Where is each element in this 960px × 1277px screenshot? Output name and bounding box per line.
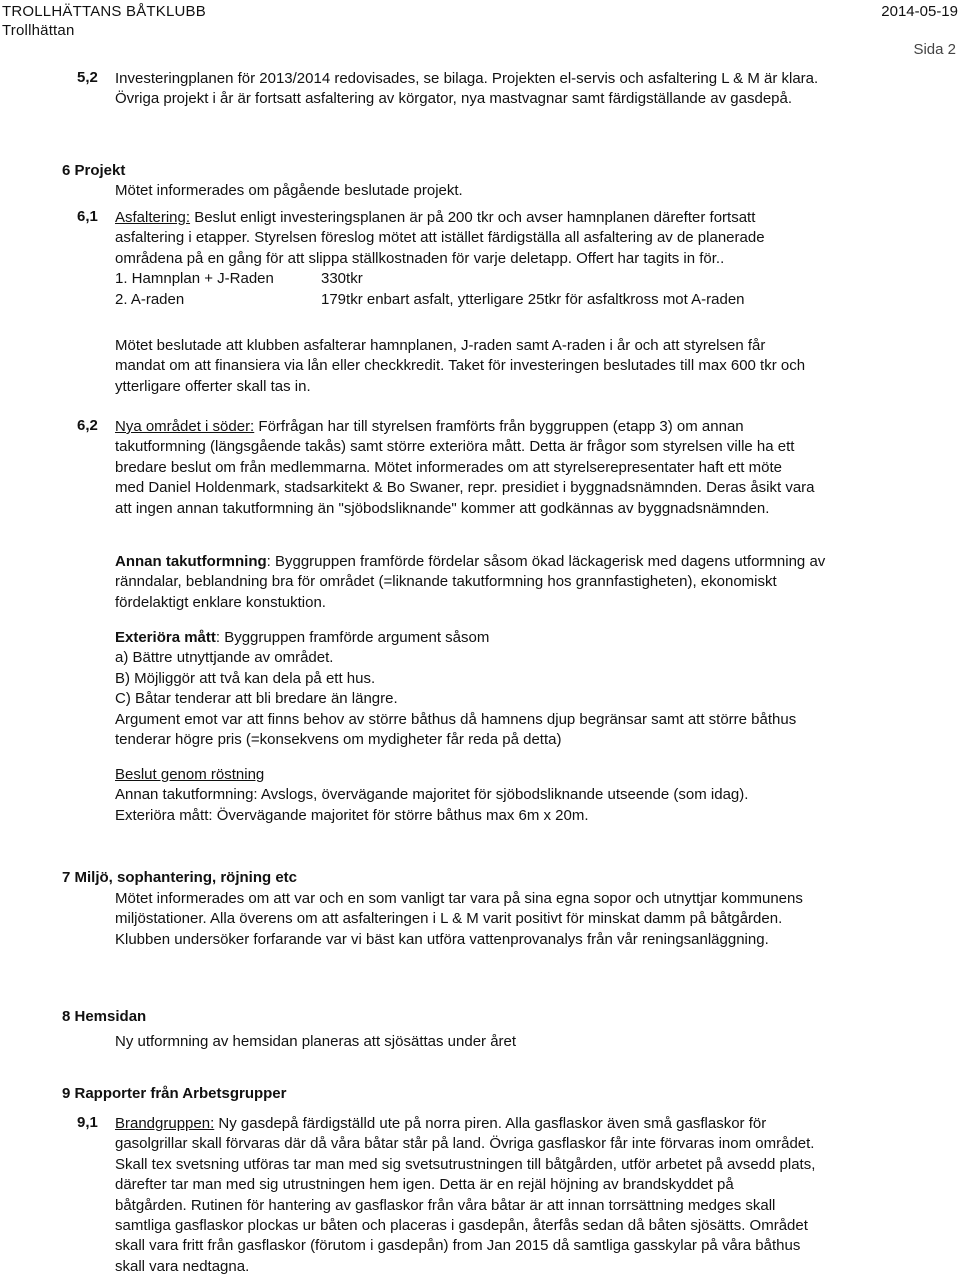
- section-6-1-decision: Mötet beslutade att klubben asfalterar hamnplanen, J-raden samt A-raden i år och att styrelsen får mandat om att finansiera via lån eller checkkredit. Taket för investeringen beslutades till max 600 tkr och ytterligare offerter skall tas in.: [115, 337, 806, 395]
- section-6-2-number: 6,2: [77, 417, 98, 434]
- annan-takutformning: Annan takutformning: Byggruppen framförde fördelar såsom ökad läckagerisk med dagens utformning av ränndalar, beblandning bra för området (=liknande takutformning hos grannfastigheten), ekonomiskt fördelaktigt enklare konstuktion.: [115, 553, 826, 611]
- section-7-heading: 7 Miljö, sophantering, röjning etc: [62, 869, 298, 886]
- header-date: 2014-05-19: [881, 3, 958, 20]
- section-6-1-line-1: Asfaltering: Beslut enligt investeringsplanen är på 200 tkr och avser hamnplanen därefter fortsatt: [115, 209, 756, 226]
- exteriora-matt-label: Exteriöra mått: [115, 629, 216, 646]
- vote-label: Beslut genom röstning: [115, 766, 265, 783]
- section-6-heading: 6 Projekt: [62, 162, 126, 179]
- exteriora-matt: Exteriöra mått: Byggruppen framförde argument såsom a) Bättre utnyttjande av området. B) Möjliggör att två kan dela på ett hus. C) Båtar tenderar att bli bredare än längre. Argument emot var att finns behov av större båthus då hamnens djup begränsar samt att större båthus tenderar högre pris (=konsekvens om mydigheter får reda på detta): [115, 628, 915, 750]
- city-name: Trollhättan: [2, 22, 75, 39]
- section-6-2-line-1: Nya området i söder: Förfrågan har till styrelsen framförts från byggruppen (etapp 3) om annan: [115, 418, 744, 435]
- org-name: TROLLHÄTTANS BÅTKLUBB: [2, 3, 206, 20]
- section-9-1: Brandgruppen: Ny gasdepå färdigställd ute på norra piren. Alla gasflaskor även små gasflaskor för gasolgrillar skall förvaras där då våra båtar står på land. Övriga gasflaskor får inte förvaras inom området. Skall tex svetsning utföras tar man med sig svetsutrustningen till båtgården, utför arbetet på avsedd plats, därefter tar man med sig utrustningen hem igen. Detta är en rejäl höjning av brandskyddet på båtgården. Rutinen för hantering av gasflaskor från våra båtar är att innan torrsättning medges skall samtliga gasflaskor plockas ur båten och placeras i gasdepån, återfås sedan då båten sjösätts. Området skall vara fritt från gasflaskor (förutom i gasdepån) from Jan 2015 då samtliga gasskylar på våra båthus skall vara nedtagna.: [115, 1115, 816, 1275]
- section-5-2: [115, 69, 915, 110]
- section-9-1-number: 9,1: [77, 1114, 98, 1131]
- section-5-2-line-1: Investeringplanen för 2013/2014 redovisades, se bilaga. Projekten el-servis och asfaltering L & M är klara.: [115, 70, 819, 87]
- investment-plan-title: Investeringplanen för 2013/2014: [115, 70, 331, 87]
- offer-item-2: 2. A-raden 179tkr enbart asfalt, ytterligare 25tkr för asfaltkross mot A-raden: [115, 290, 745, 308]
- section-8-heading: 8 Hemsidan: [62, 1008, 147, 1025]
- list-item: B) Möjliggör att två kan dela på ett hus.: [115, 669, 376, 687]
- section-6-1: Asfaltering: Beslut enligt investeringsplanen är på 200 tkr och avser hamnplanen därefter fortsatt asfaltering i etapper. Styrelsen föreslog mötet att istället färdigställa all asfaltering av de planerade områdena på en gång för att slippa ställkostnaden för varje deletapp. Offert har tagits in för.. 1. Hamnplan + J-Raden 330tkr 2. A-raden 179tkr enbart asfalt, ytterligare 25tkr för asfaltkross mot A-raden: [115, 208, 915, 310]
- section-7: Mötet informerades om att var och en som vanligt tar vara på sina egna sopor och utnyttjar kommunens miljöstationer. Alla överens om att asfalteringen i L & M varit positivt för minskat damm på båtgården. Klubben undersöker forfarande var vi bäst kan utföra vattenprovanalys från vår reningsanläggning.: [115, 890, 803, 948]
- section-8: Ny utformning av hemsidan planeras att sjösättas under året: [115, 1033, 517, 1050]
- section-6-intro: Mötet informerades om pågående beslutade projekt.: [115, 182, 463, 199]
- beslut-genom-rostning: Beslut genom röstning Annan takutformning: Avslogs, övervägande majoritet för sjöbodsliknande utseende (som idag). Exteriöra mått: Övervägande majoritet för större båthus max 6m x 20m.: [115, 765, 915, 826]
- list-item: C) Båtar tenderar att bli bredare än längre.: [115, 690, 398, 708]
- offer-item-1: 1. Hamnplan + J-Raden 330tkr: [115, 270, 363, 288]
- page-number: Sida 2: [913, 41, 956, 58]
- list-item: a) Bättre utnyttjande av området.: [115, 649, 334, 667]
- section-6-2: Nya området i söder: Förfrågan har till styrelsen framförts från byggruppen (etapp 3) om annan takutformning (längsgående takås) samt större exteriöra mått. Detta är frågor som styrelsen ville ha ett bredare beslut om från medlemmarna. Mötet informerades om att styrelserepresentater haft ett möte med Daniel Holdenmark, stadsarkitekt & Bo Swaner, repr. presidiet i byggnadsnämnden. Deras åsikt vara att ingen annan takutformning än "sjöbodsliknande" kommer att godkännas av byggnadsnämnden.: [115, 417, 915, 519]
- nya-omradet-label: Nya området i söder:: [115, 418, 255, 435]
- section-6-1-number: 6,1: [77, 208, 98, 225]
- section-5-2-number: 5,2: [77, 69, 98, 86]
- brandgruppen-label: Brandgruppen:: [115, 1115, 215, 1132]
- section-9-heading: 9 Rapporter från Arbetsgrupper: [62, 1085, 287, 1102]
- section-5-2-line-2: Övriga projekt i år är fortsatt asfaltering av körgator, nya mastvagnar samt färdigställande av gasdepå.: [115, 90, 793, 108]
- annan-takutformning-label: Annan takutformning: [115, 553, 267, 570]
- asfaltering-label: Asfaltering:: [115, 209, 191, 226]
